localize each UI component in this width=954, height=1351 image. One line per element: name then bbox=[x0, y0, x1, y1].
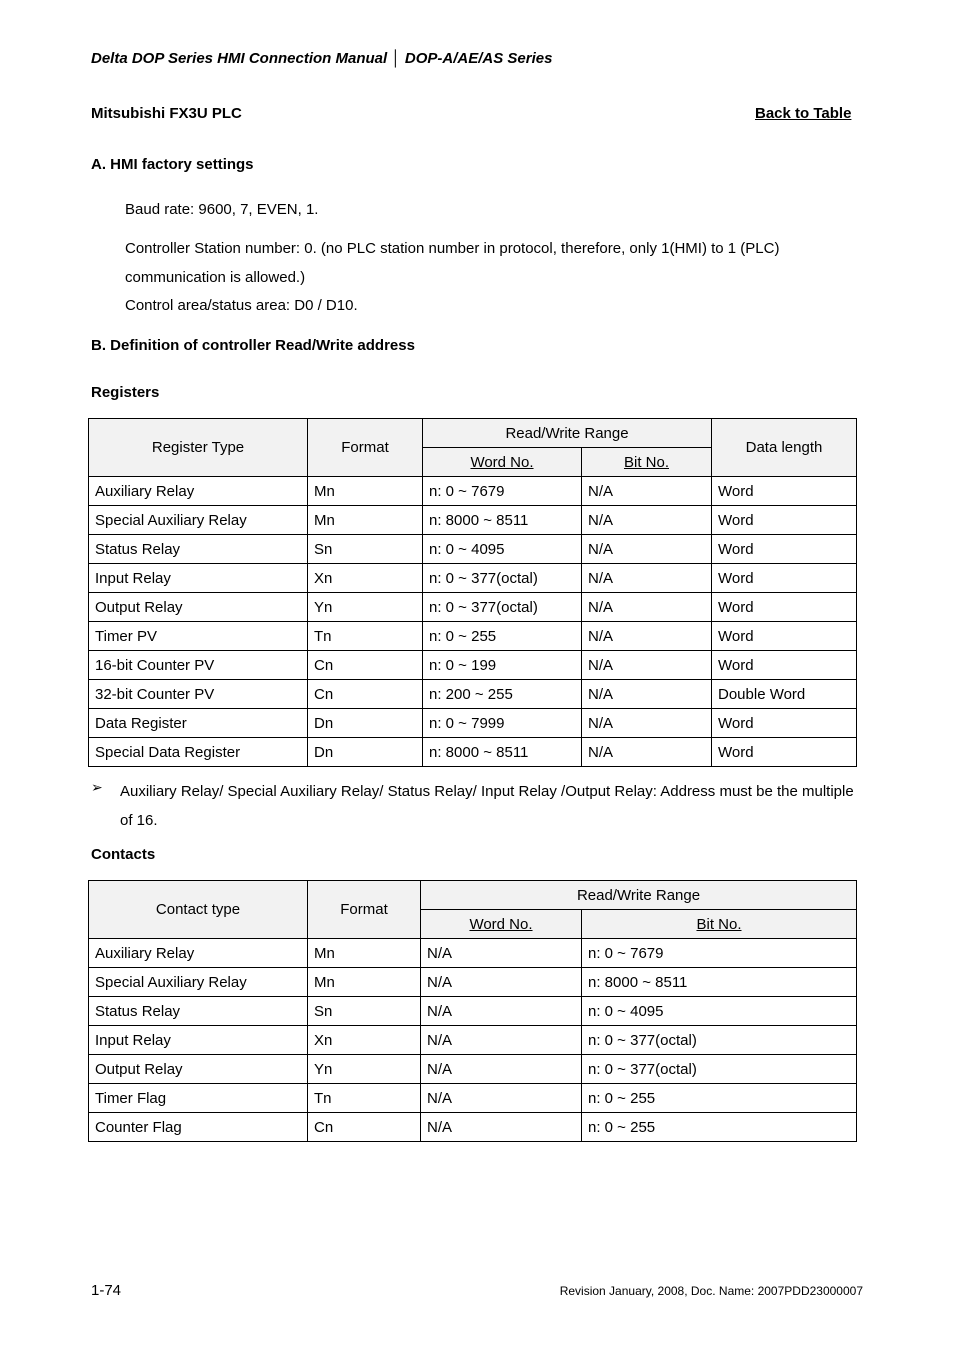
back-to-table-link[interactable]: Back to Table bbox=[755, 105, 852, 122]
table-row bbox=[89, 535, 857, 564]
contacts-table-body bbox=[89, 939, 857, 1142]
cell-type: Input Relay bbox=[89, 1026, 308, 1055]
header-read-write-range: Read/Write Range bbox=[421, 881, 857, 910]
cell-bit-no: n: 0 ~ 4095 bbox=[582, 997, 857, 1026]
cell-type: Auxiliary Relay bbox=[89, 477, 308, 506]
table-row bbox=[89, 968, 857, 997]
cell-type: Input Relay bbox=[89, 564, 308, 593]
table-row bbox=[89, 593, 857, 622]
cell-word-no: N/A bbox=[421, 1084, 582, 1113]
cell-word-no: n: 8000 ~ 8511 bbox=[423, 506, 582, 535]
header-word-no: Word No. bbox=[421, 910, 582, 939]
cell-format: Mn bbox=[308, 506, 423, 535]
cell-bit-no: n: 8000 ~ 8511 bbox=[582, 968, 857, 997]
cell-bit-no: N/A bbox=[582, 738, 712, 767]
table-row bbox=[89, 680, 857, 709]
cell-data-length: Word bbox=[712, 477, 857, 506]
cell-word-no: n: 0 ~ 7999 bbox=[423, 709, 582, 738]
cell-format: Cn bbox=[308, 1113, 421, 1142]
cell-format: Cn bbox=[308, 651, 423, 680]
cell-type: Special Data Register bbox=[89, 738, 308, 767]
revision-info: Revision January, 2008, Doc. Name: 2007PDD23000007 bbox=[559, 1284, 863, 1298]
address-note: Auxiliary Relay/ Special Auxiliary Relay/ Status Relay/ Input Relay /Output Relay: Address must be the multiple of 16. bbox=[120, 783, 854, 829]
cell-format: Mn bbox=[308, 477, 423, 506]
cell-type: Output Relay bbox=[89, 1055, 308, 1084]
cell-format: Dn bbox=[308, 738, 423, 767]
cell-format: Sn bbox=[308, 535, 423, 564]
cell-bit-no: n: 0 ~ 255 bbox=[582, 1084, 857, 1113]
cell-type: Counter Flag bbox=[89, 1113, 308, 1142]
table-row bbox=[89, 738, 857, 767]
cell-type: Auxiliary Relay bbox=[89, 939, 308, 968]
cell-data-length: Word bbox=[712, 709, 857, 738]
registers-table bbox=[88, 418, 857, 767]
cell-data-length: Word bbox=[712, 738, 857, 767]
header-word-no: Word No. bbox=[423, 448, 582, 477]
cell-bit-no: N/A bbox=[582, 506, 712, 535]
contacts-table bbox=[88, 880, 857, 1142]
table-row bbox=[89, 1026, 857, 1055]
table-row bbox=[89, 651, 857, 680]
table-row bbox=[89, 997, 857, 1026]
header-bit-no: Bit No. bbox=[582, 448, 712, 477]
cell-format: Mn bbox=[308, 968, 421, 997]
registers-table-body bbox=[89, 477, 857, 767]
cell-format: Sn bbox=[308, 997, 421, 1026]
cell-format: Xn bbox=[308, 1026, 421, 1055]
header-data-length: Data length bbox=[712, 419, 857, 477]
cell-data-length: Word bbox=[712, 535, 857, 564]
cell-word-no: n: 200 ~ 255 bbox=[423, 680, 582, 709]
cell-type: Special Auxiliary Relay bbox=[89, 968, 308, 997]
plc-title: Mitsubishi FX3U PLC bbox=[91, 105, 242, 122]
cell-type: Status Relay bbox=[89, 535, 308, 564]
section-a-heading: A. HMI factory settings bbox=[91, 156, 254, 173]
cell-type: Data Register bbox=[89, 709, 308, 738]
table-row bbox=[89, 477, 857, 506]
note-bullet-icon: ➢ bbox=[91, 779, 103, 795]
header-register-type: Register Type bbox=[89, 419, 308, 477]
cell-bit-no: N/A bbox=[582, 593, 712, 622]
cell-bit-no: N/A bbox=[582, 622, 712, 651]
section-b-heading: B. Definition of controller Read/Write address bbox=[91, 337, 415, 354]
cell-data-length: Word bbox=[712, 651, 857, 680]
cell-word-no: N/A bbox=[421, 1026, 582, 1055]
contacts-heading: Contacts bbox=[91, 846, 156, 863]
cell-bit-no: N/A bbox=[582, 535, 712, 564]
header-format: Format bbox=[308, 419, 423, 477]
manual-title: Delta DOP Series HMI Connection Manual │ DOP-A/AE/AS Series bbox=[91, 50, 553, 67]
cell-format: Mn bbox=[308, 939, 421, 968]
cell-type: 16-bit Counter PV bbox=[89, 651, 308, 680]
header-bit-no: Bit No. bbox=[582, 910, 857, 939]
cell-data-length: Word bbox=[712, 593, 857, 622]
header-read-write-range: Read/Write Range bbox=[423, 419, 712, 448]
cell-word-no: n: 8000 ~ 8511 bbox=[423, 738, 582, 767]
table-row bbox=[89, 622, 857, 651]
cell-type: Output Relay bbox=[89, 593, 308, 622]
cell-type: Special Auxiliary Relay bbox=[89, 506, 308, 535]
cell-bit-no: N/A bbox=[582, 651, 712, 680]
cell-format: Yn bbox=[308, 593, 423, 622]
cell-bit-no: N/A bbox=[582, 477, 712, 506]
cell-data-length: Word bbox=[712, 564, 857, 593]
table-row bbox=[89, 709, 857, 738]
table-row bbox=[89, 939, 857, 968]
cell-format: Tn bbox=[308, 622, 423, 651]
cell-type: Timer Flag bbox=[89, 1084, 308, 1113]
cell-bit-no: N/A bbox=[582, 709, 712, 738]
table-row bbox=[89, 506, 857, 535]
cell-bit-no: n: 0 ~ 255 bbox=[582, 1113, 857, 1142]
cell-format: Xn bbox=[308, 564, 423, 593]
cell-word-no: N/A bbox=[421, 939, 582, 968]
cell-bit-no: N/A bbox=[582, 680, 712, 709]
table-row bbox=[89, 1084, 857, 1113]
cell-word-no: N/A bbox=[421, 1055, 582, 1084]
cell-bit-no: N/A bbox=[582, 564, 712, 593]
baud-rate-text: Baud rate: 9600, 7, EVEN, 1. bbox=[125, 201, 319, 218]
cell-format: Tn bbox=[308, 1084, 421, 1113]
cell-type: Timer PV bbox=[89, 622, 308, 651]
table-row bbox=[89, 564, 857, 593]
control-area-text: Control area/status area: D0 / D10. bbox=[125, 297, 358, 314]
header-contact-type: Contact type bbox=[89, 881, 308, 939]
cell-word-no: n: 0 ~ 4095 bbox=[423, 535, 582, 564]
cell-bit-no: n: 0 ~ 377(octal) bbox=[582, 1055, 857, 1084]
cell-word-no: N/A bbox=[421, 1113, 582, 1142]
cell-word-no: n: 0 ~ 377(octal) bbox=[423, 593, 582, 622]
table-row bbox=[89, 1113, 857, 1142]
table-row bbox=[89, 1055, 857, 1084]
cell-bit-no: n: 0 ~ 7679 bbox=[582, 939, 857, 968]
cell-format: Yn bbox=[308, 1055, 421, 1084]
cell-word-no: n: 0 ~ 377(octal) bbox=[423, 564, 582, 593]
cell-word-no: N/A bbox=[421, 968, 582, 997]
page-number: 1-74 bbox=[91, 1282, 122, 1299]
registers-heading: Registers bbox=[91, 384, 160, 401]
header-format: Format bbox=[308, 881, 421, 939]
cell-type: Status Relay bbox=[89, 997, 308, 1026]
cell-bit-no: n: 0 ~ 377(octal) bbox=[582, 1026, 857, 1055]
station-number-text: Controller Station number: 0. (no PLC station number in protocol, therefore, only 1(HMI) to 1 (PLC) communication is allowed.) bbox=[125, 240, 780, 286]
cell-format: Dn bbox=[308, 709, 423, 738]
cell-type: 32-bit Counter PV bbox=[89, 680, 308, 709]
cell-data-length: Double Word bbox=[712, 680, 857, 709]
cell-word-no: n: 0 ~ 199 bbox=[423, 651, 582, 680]
cell-word-no: n: 0 ~ 7679 bbox=[423, 477, 582, 506]
cell-format: Cn bbox=[308, 680, 423, 709]
cell-data-length: Word bbox=[712, 506, 857, 535]
cell-word-no: N/A bbox=[421, 997, 582, 1026]
cell-data-length: Word bbox=[712, 622, 857, 651]
cell-word-no: n: 0 ~ 255 bbox=[423, 622, 582, 651]
